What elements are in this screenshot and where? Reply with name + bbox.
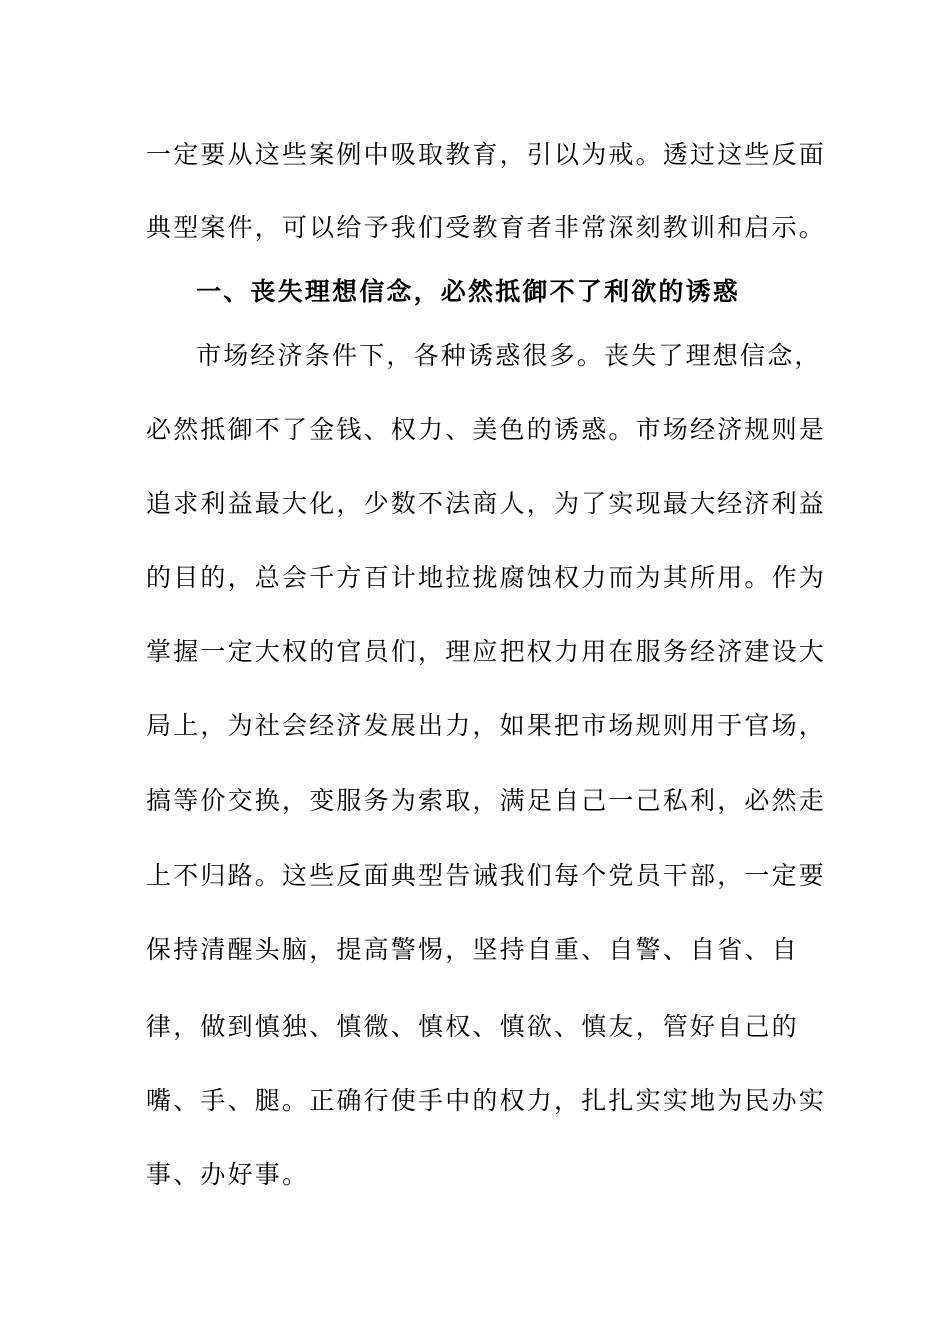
paragraph-line: 必然抵御不了金钱、权力、美色的诱惑。市场经济规则是 — [146, 415, 827, 444]
paragraph-line: 的目的，总会千方百计地拉拢腐蚀权力而为其所用。作为 — [146, 563, 827, 592]
paragraph-line: 典型案件，可以给予我们受教育者非常深刻教训和启示。 — [146, 213, 827, 242]
paragraph-line: 市场经济条件下，各种诱惑很多。丧失了理想信念， — [196, 341, 822, 370]
paragraph-line: 一定要从这些案例中吸取教育，引以为戒。透过这些反面 — [146, 140, 827, 169]
paragraph-line: 事、办好事。 — [146, 1160, 310, 1189]
paragraph-line: 保持清醒头脑，提高警惕，坚持自重、自警、自省、自 — [146, 935, 799, 964]
paragraph-line: 律，做到慎独、慎微、慎权、慎欲、慎友，管好自己的 — [146, 1012, 799, 1041]
paragraph-line: 掌握一定大权的官员们，理应把权力用在服务经济建设大 — [146, 637, 827, 666]
paragraph-line: 嘴、手、腿。正确行使手中的权力，扎扎实实地为民办实 — [146, 1086, 827, 1115]
paragraph-line: 搞等价交换，变服务为索取，满足自己一己私利，必然走 — [146, 786, 827, 815]
paragraph-line: 局上，为社会经济发展出力，如果把市场规则用于官场， — [146, 711, 827, 740]
paragraph-line: 追求利益最大化，少数不法商人，为了实现最大经济利益 — [146, 489, 827, 518]
section-heading: 一、丧失理想信念，必然抵御不了利欲的诱惑 — [196, 277, 741, 306]
paragraph-line: 上不归路。这些反面典型告诫我们每个党员干部，一定要 — [146, 861, 827, 890]
